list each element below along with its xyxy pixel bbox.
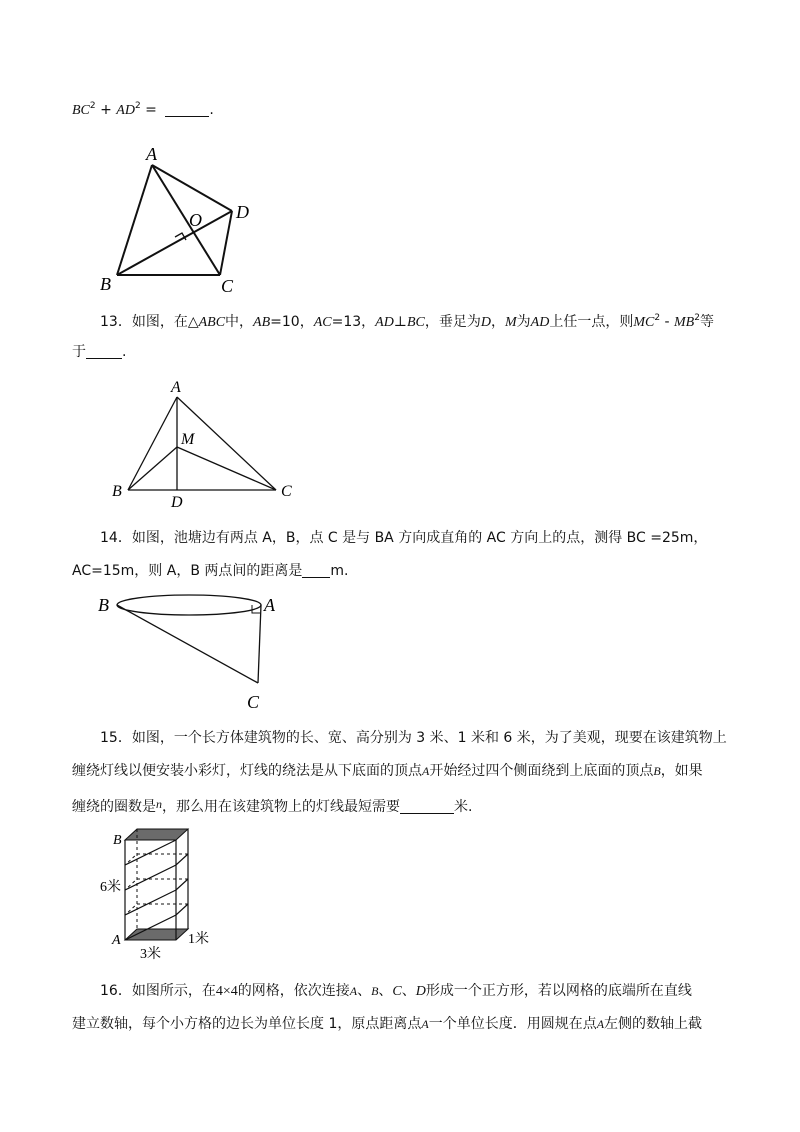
question-13-line1 xyxy=(100,308,714,333)
text: 16．如图所示，在 xyxy=(100,983,216,999)
text: AD⊥BC xyxy=(375,315,425,330)
pond-ellipse xyxy=(117,595,261,615)
text: ， xyxy=(490,314,505,330)
helix-front xyxy=(125,890,176,915)
text: AB xyxy=(253,315,271,330)
text: 建立数轴，每个小方格的边长为单位长度 1，原点距离点 xyxy=(72,1016,422,1032)
label-d: D xyxy=(236,202,249,222)
label-a: A xyxy=(112,933,121,948)
label-a: A xyxy=(171,379,181,396)
question-16-line2 xyxy=(72,1014,702,1034)
text: 14．如图，池塘边有两点 A，B，点 C 是与 BA 方向成直角的 AC 方向上的点，测得 BC =25m， xyxy=(100,530,708,546)
right-angle-mark xyxy=(252,605,260,613)
text: ABC xyxy=(198,315,226,330)
segment-ab xyxy=(117,165,152,275)
question-13-line2 xyxy=(72,342,126,362)
answer-blank xyxy=(165,102,209,117)
top-face xyxy=(125,829,188,840)
label-c: C xyxy=(281,483,292,500)
text: 缠绕的圈数是 xyxy=(72,799,156,815)
text: 缠绕灯线以便安装小彩灯，灯线的绕法是从下底面的顶点 xyxy=(72,763,422,779)
answer-line-q12 xyxy=(72,96,214,121)
question-16-line1 xyxy=(100,981,692,1002)
label-m: M xyxy=(181,431,195,448)
diagonal-bd xyxy=(117,211,232,275)
text: =13， xyxy=(331,314,376,330)
equals-sign: = xyxy=(145,102,157,118)
sup: 2 xyxy=(89,101,96,111)
segment-ab xyxy=(128,397,177,490)
text: A xyxy=(422,764,430,778)
question-15-line1 xyxy=(100,728,727,748)
label-length: 3米 xyxy=(140,947,161,962)
plus-sign: + xyxy=(100,102,112,118)
text: AC xyxy=(313,315,332,330)
text: A xyxy=(349,984,358,998)
label-b: B xyxy=(113,833,122,848)
question-15-line2 xyxy=(72,761,703,781)
sup: 2 xyxy=(654,313,661,323)
text: AD xyxy=(530,315,550,330)
text: AC=15m，则 A，B 两点间的距离是 xyxy=(72,563,303,579)
text: 中， xyxy=(225,314,254,330)
label-height: 6米 xyxy=(100,880,121,895)
answer-blank xyxy=(302,563,330,578)
text: A xyxy=(421,1017,429,1031)
text: C xyxy=(392,984,402,999)
label-width: 1米 xyxy=(188,932,209,947)
helix-front xyxy=(125,840,176,865)
question-15-line3 xyxy=(72,794,472,817)
segment-ca xyxy=(177,397,276,490)
text: 为 xyxy=(516,314,531,330)
segment-mb xyxy=(128,447,177,490)
segment-mc xyxy=(177,447,276,490)
text: ，垂足为 xyxy=(424,314,481,330)
segment-cd xyxy=(220,211,232,275)
text: ，如果 xyxy=(660,763,703,779)
segment-bc xyxy=(117,605,258,683)
text: 形成一个正方形，若以网格的底端所在直线 xyxy=(425,983,692,999)
sup: 2 xyxy=(694,313,700,323)
helix-back xyxy=(125,854,188,865)
text: 等 xyxy=(699,314,714,330)
answer-blank xyxy=(400,799,454,814)
text: 的网格，依次连接 xyxy=(237,983,350,999)
text: MC xyxy=(633,315,655,330)
expr-ad: AD xyxy=(116,103,135,118)
text: . xyxy=(122,344,127,360)
text: 左侧的数轴上截 xyxy=(604,1016,703,1032)
right-angle-mark xyxy=(175,233,186,240)
text: M xyxy=(504,315,517,330)
label-b: B xyxy=(112,483,122,500)
sup: 2 xyxy=(134,101,141,111)
text: 4×4 xyxy=(215,984,238,999)
expr-bc: BC xyxy=(72,103,90,118)
label-c: C xyxy=(221,276,234,296)
label-o: O xyxy=(189,210,202,230)
text: ，那么用在该建筑物上的灯线最短需要 xyxy=(162,799,400,815)
text: B xyxy=(653,764,661,778)
text: D xyxy=(480,315,491,330)
text: =10， xyxy=(270,314,314,330)
text: 15．如图，一个长方体建筑物的长、宽、高分别为 3 米、1 米和 6 米，为了美观，现要在该建筑物上 xyxy=(100,730,727,746)
text: D xyxy=(415,984,426,999)
text: 一个单位长度．用圆规在点 xyxy=(428,1016,597,1032)
period: . xyxy=(209,102,214,118)
helix-back xyxy=(125,879,188,890)
question-14-line2 xyxy=(72,561,348,581)
text: 、 xyxy=(401,983,416,999)
helix-front xyxy=(125,854,188,890)
text: - xyxy=(660,314,675,330)
text: 、 xyxy=(378,983,393,999)
text: n xyxy=(156,797,162,811)
text: A xyxy=(596,1017,605,1031)
helix-front xyxy=(176,879,188,890)
helix-front xyxy=(125,904,188,940)
diagonal-ac xyxy=(152,165,220,275)
text: 上任一点，则 xyxy=(549,314,634,330)
label-a: A xyxy=(146,144,157,164)
text: B xyxy=(371,984,379,998)
text: 于 xyxy=(72,344,86,360)
text: 开始经过四个侧面绕到上底面的顶点 xyxy=(429,763,654,779)
label-b: B xyxy=(100,274,111,294)
text: m. xyxy=(330,563,349,579)
label-b: B xyxy=(98,595,109,615)
text: 、 xyxy=(357,983,372,999)
label-d: D xyxy=(171,494,183,511)
label-a: A xyxy=(264,595,275,615)
answer-blank xyxy=(86,344,122,359)
text: MB xyxy=(674,315,695,330)
bottom-face xyxy=(125,929,188,940)
text: 13．如图，在△ xyxy=(100,314,199,330)
label-c: C xyxy=(247,692,260,712)
helix-back xyxy=(125,904,188,915)
segment-ac xyxy=(258,605,261,683)
text: 米. xyxy=(454,799,473,815)
question-14-line1 xyxy=(100,528,707,548)
segment-da xyxy=(152,165,232,211)
